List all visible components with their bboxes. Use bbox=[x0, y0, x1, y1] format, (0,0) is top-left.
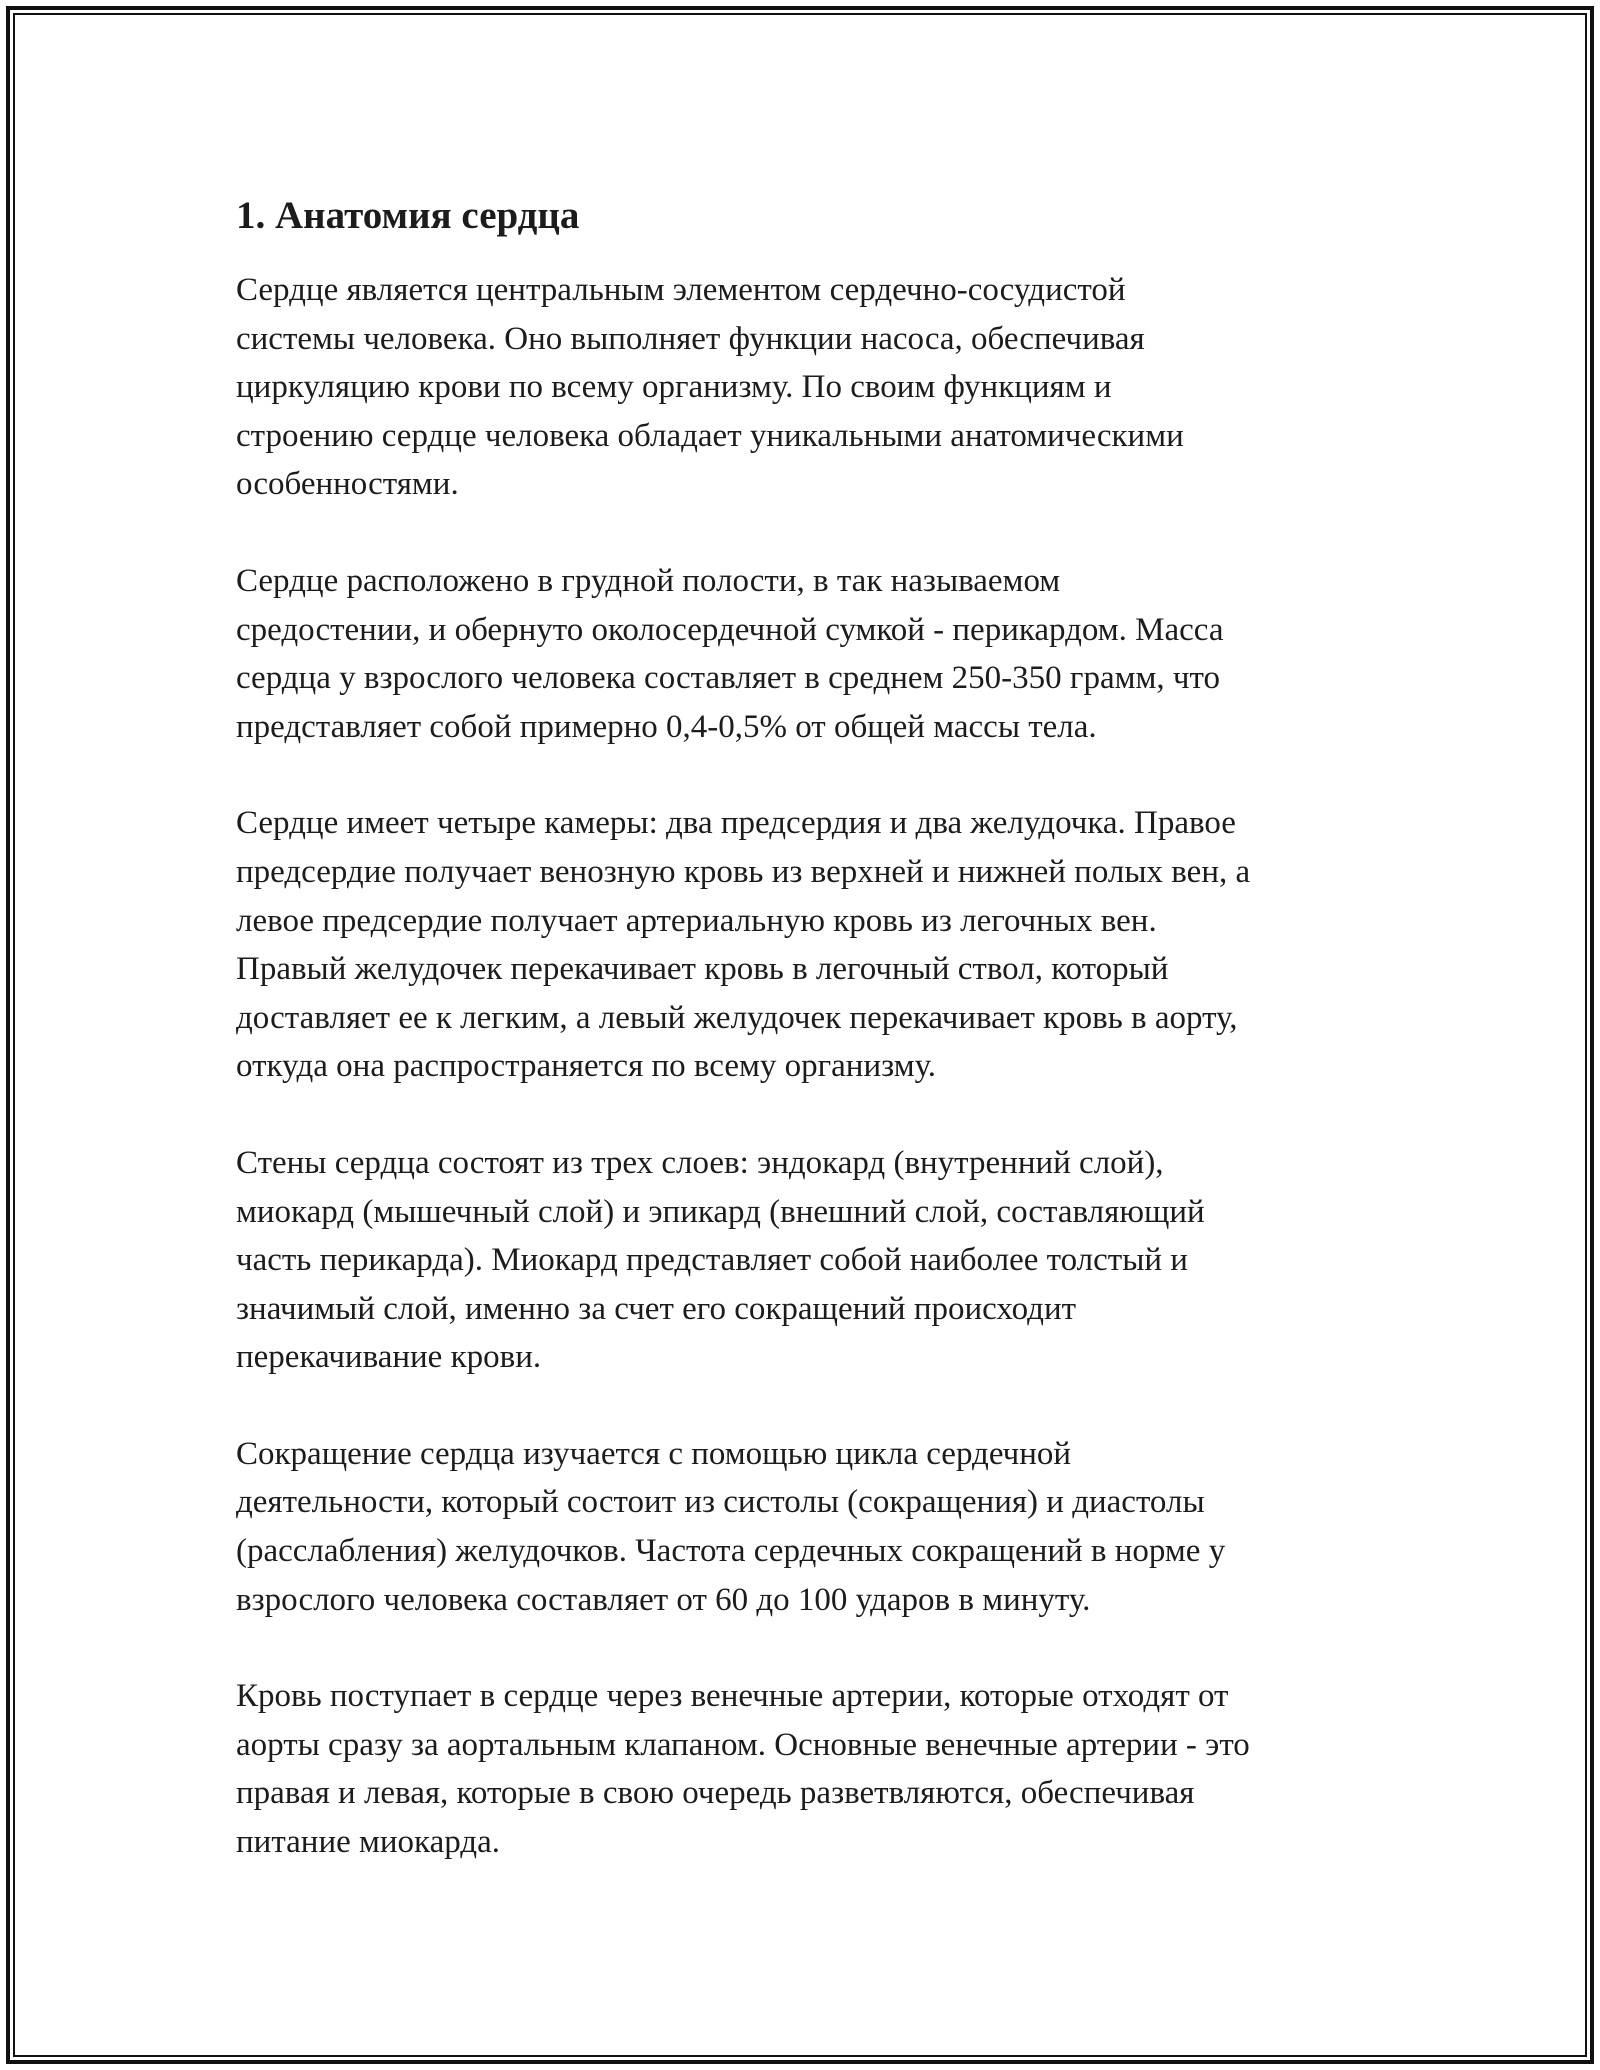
text-line: миокард (мышечный слой) и эпикард (внешний слой, составляющий bbox=[236, 1193, 1205, 1230]
text-line: аорты сразу за аортальным клапаном. Основные венечные артерии - это bbox=[236, 1726, 1250, 1763]
paragraph-heart-location bbox=[236, 557, 1386, 751]
text-line: Кровь поступает в сердце через венечные артерии, которые отходят от bbox=[236, 1678, 1229, 1715]
text-line: Сокращение сердца изучается с помощью цикла сердечной bbox=[236, 1435, 1072, 1472]
paragraph-cardiac-cycle bbox=[236, 1430, 1386, 1624]
text-line: Стены сердца состоят из трех слоев: эндокард (внутренний слой), bbox=[236, 1144, 1164, 1181]
text-line: часть перикарда). Миокард представляет собой наиболее толстый и bbox=[236, 1242, 1188, 1279]
text-line: сердца у взрослого человека составляет в среднем 250-350 грамм, что bbox=[236, 660, 1220, 697]
text-line: системы человека. Оно выполняет функции насоса, обеспечивая bbox=[236, 320, 1145, 357]
text-line: значимый слой, именно за счет его сокращений происходит bbox=[236, 1290, 1077, 1327]
text-line: левое предсердие получает артериальную кровь из легочных вен. bbox=[236, 902, 1157, 939]
paragraph-coronary-arteries bbox=[236, 1672, 1386, 1866]
text-line: (расслабления) желудочков. Частота сердечных сокращений в норме у bbox=[236, 1533, 1226, 1570]
text-line: представляет собой примерно 0,4-0,5% от общей массы тела. bbox=[236, 708, 1097, 745]
text-line: особенностями. bbox=[236, 466, 459, 503]
text-line: Сердце является центральным элементом сердечно-сосудистой bbox=[236, 272, 1126, 308]
section-heading: 1. Анатомия сердца bbox=[236, 194, 580, 237]
text-line: Правый желудочек перекачивает кровь в легочный ствол, который bbox=[236, 951, 1169, 988]
text-line: Сердце расположено в грудной полости, в так называемом bbox=[236, 562, 1061, 599]
paragraph-heart-walls bbox=[236, 1139, 1386, 1382]
text-line: доставляет ее к легким, а левый желудочек перекачивает кровь в аорту, bbox=[236, 999, 1238, 1036]
text-line: Сердце имеет четыре камеры: два предсердия и два желудочка. Правое bbox=[236, 805, 1236, 842]
text-line: деятельности, который состоит из систолы (сокращения) и диастолы bbox=[236, 1484, 1205, 1521]
text-line: предсердие получает венозную кровь из верхней и нижней полых вен, а bbox=[236, 853, 1251, 890]
text-line: перекачивание крови. bbox=[236, 1339, 542, 1376]
document-body bbox=[236, 186, 1386, 1915]
paragraph-heart-overview bbox=[236, 266, 1386, 509]
paragraph-heart-chambers bbox=[236, 799, 1386, 1091]
text-line: питание миокарда. bbox=[236, 1824, 500, 1861]
text-line: средостении, и обернуто околосердечной сумкой - перикардом. Масса bbox=[236, 611, 1224, 648]
text-line: взрослого человека составляет от 60 до 100 ударов в минуту. bbox=[236, 1581, 1091, 1618]
text-line: откуда она распространяется по всему организму. bbox=[236, 1048, 937, 1085]
text-line: правая и левая, которые в свою очередь разветвляются, обеспечивая bbox=[236, 1775, 1195, 1812]
text-line: строению сердце человека обладает уникальными анатомическими bbox=[236, 417, 1184, 454]
text-line: циркуляцию крови по всему организму. По своим функциям и bbox=[236, 369, 1112, 406]
